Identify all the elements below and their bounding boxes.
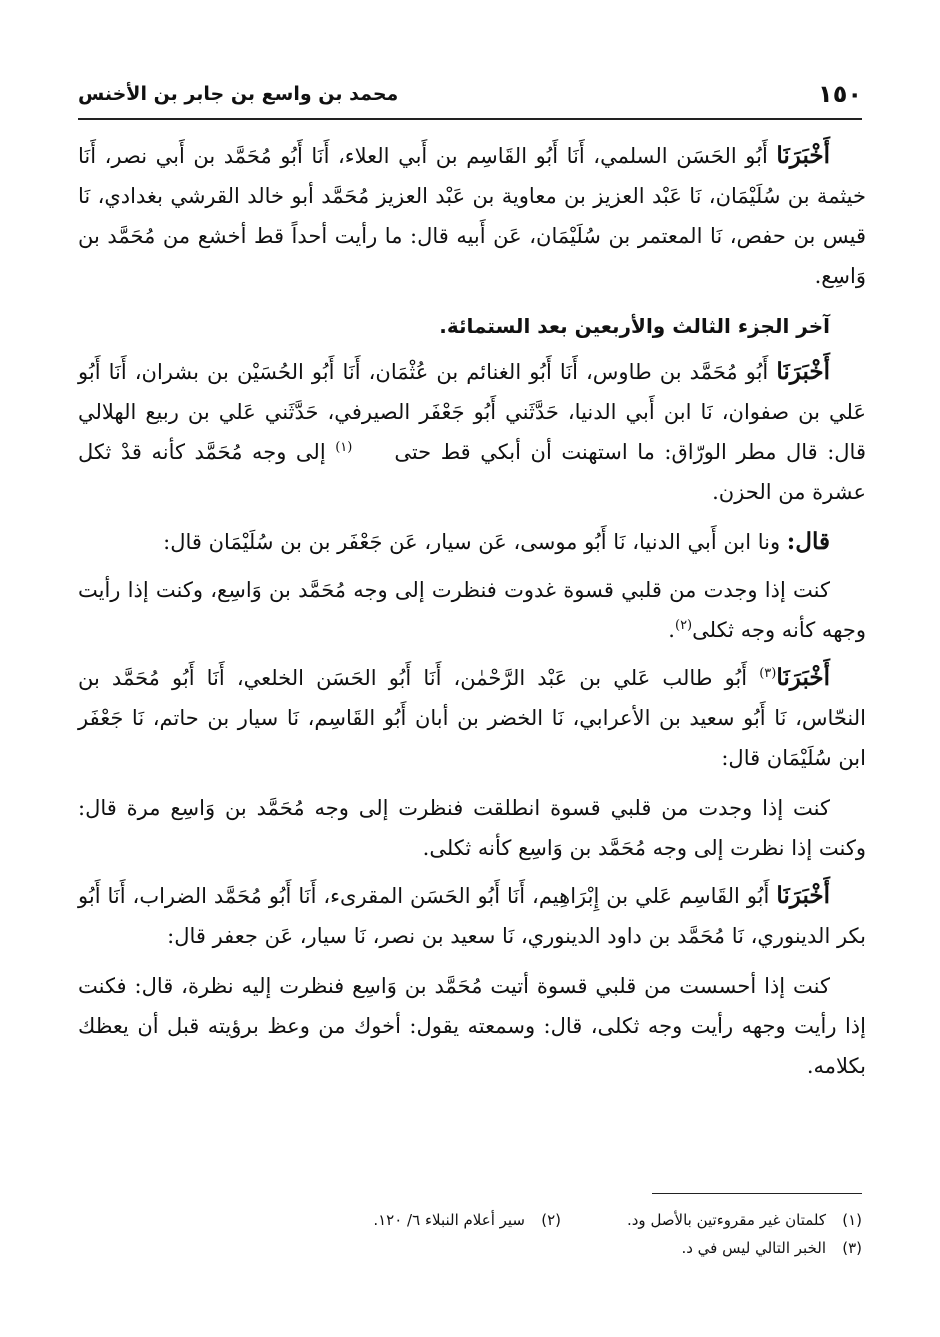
narration-paragraph-5 xyxy=(78,876,866,956)
akhbarana-keyword: أَخْبَرَنَا xyxy=(776,664,830,691)
footnote-row-2 xyxy=(260,1234,862,1262)
footnote-number: (١) xyxy=(842,1211,862,1229)
page-number: ١٥٠ xyxy=(818,80,862,108)
narration-paragraph-2 xyxy=(78,352,866,512)
footnote-3 xyxy=(552,1234,862,1262)
footnote-ref-2: (٢) xyxy=(674,618,693,633)
footnote-ref-1: (١) xyxy=(335,440,353,455)
narration-text: أَبُو طالب عَلي بن عَبْد الرَّحْمٰن، أَنَا أَبُو الحَسَن الخلعي، أَنَا أَبُو مُحَمَّد بن النحّاس، نَا أَبُو سعيد بن الأعرابي، نَا الخضر بن أبان أَبُو القَاسِم، نَا سيار بن حاتم، نَا جَعْفَر ابن سُلَيْمَان قال: xyxy=(78,666,866,770)
footnote-row-1 xyxy=(260,1206,862,1234)
footnote-number: (٢) xyxy=(541,1211,561,1229)
narration-text: أَبُو الحَسَن السلمي، أَنَا أَبُو القَاسِم بن أَبي العلاء، أَنَا أَبُو مُحَمَّد بن أَبي نصر، أَنَا خيثمة بن سُلَيْمَان، نَا عَبْد العزيز بن معاوية بن عَبْد العزيز مُحَمَّد أبو خالد القرشي بغدادي، نَا قيس بن حفص، نَا المعتمر بن سُلَيْمَان، عَن أَبيه قال: ما رأيت أحداً قط أخشع من مُحَمَّد بن وَاسِع. xyxy=(78,144,866,288)
footnotes xyxy=(260,1206,862,1262)
narration-paragraph-4 xyxy=(78,658,866,778)
narration-text: ونا ابن أَبي الدنيا، نَا أَبُو موسى، عَن سيار، عَن جَعْفَر بن بن سُلَيْمَان قال: xyxy=(163,530,787,554)
narration-paragraph-3 xyxy=(78,522,866,562)
footnote-text: الخبر التالي ليس في د. xyxy=(681,1239,826,1257)
footnote-text: كلمتان غير مقروءتين بالأصل ود. xyxy=(626,1211,826,1229)
narration-text: أَبُو مُحَمَّد بن طاوس، أَنَا أَبُو الغنائم بن عُثْمَان، أَنَا أَبُو الحُسَيْن بن بشران، أَنَا أَبُو عَلي بن صفوان، نَا ابن أَبي الدنيا، حَدَّثَني أَبُو جَعْفَر الصيرفي، حَدَّثَني عَلي بن ربيع الهلالي قال: قال مطر الورّاق: ما استهنت أن أبكي قط حتى xyxy=(78,360,866,464)
page-header xyxy=(78,70,862,120)
quote-paragraph-2 xyxy=(78,788,866,868)
running-title: محمد بن واسع بن جابر بن الأخنس xyxy=(78,83,399,105)
quote-text: كنت إذا وجدت من قلبي قسوة غدوت فنظرت إلى وجه مُحَمَّد بن وَاسِع، وكنت إذا رأيت وجهه كأنه وجه ثكلى xyxy=(78,578,866,642)
section-end-heading: آخر الجزء الثالث والأربعين بعد الستمائة. xyxy=(439,314,830,338)
footnote-1 xyxy=(561,1206,862,1234)
narration-text: إلى وجه مُحَمَّد كأنه قدْ ثكل عشرة من الحزن. xyxy=(78,440,866,504)
narration-paragraph-1 xyxy=(78,136,866,296)
footnote-number: (٣) xyxy=(842,1239,862,1257)
narration-text: أَبُو القَاسِم عَلي بن إِبْرَاهِيم، أَنَا أَبُو الحَسَن المقرىء، أَنَا أَبُو مُحَمَّد الضراب، أَنَا أَبُو بكر الدينوري، نَا مُحَمَّد بن داود الدينوري، نَا سعيد بن نصر، نَا سيار، عَن جعفر قال: xyxy=(78,884,866,948)
qala-keyword: قال: xyxy=(786,528,830,555)
footnote-ref-3: (٣) xyxy=(759,666,777,681)
footnote-2 xyxy=(260,1206,561,1234)
quote-paragraph-3 xyxy=(78,966,866,1086)
footnote-text: سير أعلام النبلاء ٦/ ١٢٠. xyxy=(373,1211,525,1229)
akhbarana-keyword: أَخْبَرَنَا xyxy=(776,142,830,169)
footnote-separator xyxy=(652,1193,862,1194)
akhbarana-keyword: أَخْبَرَنَا xyxy=(776,882,830,909)
quote-text: كنت إذا وجدت من قلبي قسوة انطلقت فنظرت إلى وجه مُحَمَّد بن وَاسِع مرة قال: وكنت إذا نظرت إلى وجه مُحَمَّد بن وَاسِع كأنه ثكلى. xyxy=(78,796,866,860)
quote-paragraph-1 xyxy=(78,570,866,650)
quote-end: . xyxy=(668,618,675,642)
akhbarana-keyword: أَخْبَرَنَا xyxy=(776,358,830,385)
quote-text: كنت إذا أحسست من قلبي قسوة أتيت مُحَمَّد بن وَاسِع فنظرت إليه نظرة، قال: فكنت إذا رأيت وجهه رأيت وجه ثكلى، قال: وسمعته يقول: أخوك من وعظ برؤيته قبل أن يعظك بكلامه. xyxy=(78,974,866,1078)
page-body xyxy=(78,136,866,1094)
